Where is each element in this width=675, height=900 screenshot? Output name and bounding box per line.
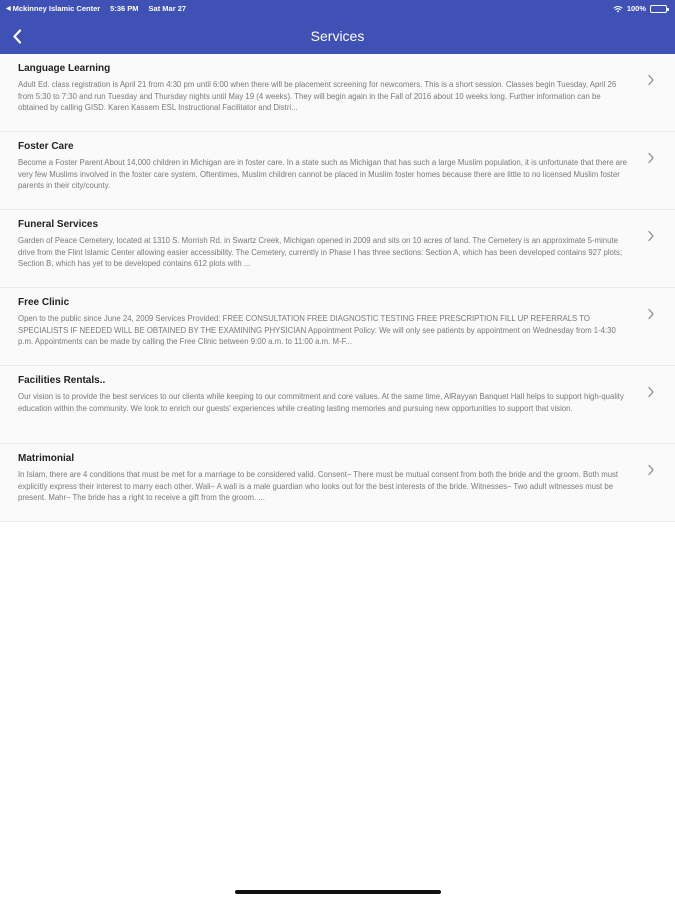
service-title: Language Learning <box>18 63 111 74</box>
battery-icon <box>650 5 667 13</box>
service-description: Garden of Peace Cemetery, located at 1310 S. Morrish Rd. in Swartz Creek, Michigan opened in 2009 and sits on 10 acres of land. The Cemetery is an approximate 5-minute drive from the Flint Islamic Center allowing easier accessibility. The Cemetery, currently in Phase I has three sections: Section A, which has been developed contains 927 plots; Section B, which has yet to be developed contains 612 plots with ... <box>18 236 623 269</box>
service-row-free-clinic[interactable] <box>0 288 675 366</box>
chevron-right-icon <box>647 152 655 164</box>
service-row-foster-care[interactable] <box>0 132 675 210</box>
service-row-facilities-rentals[interactable] <box>0 366 675 444</box>
home-indicator[interactable] <box>235 890 441 894</box>
service-description: Adult Ed. class registration is April 21 from 4:30 pm until 6:00 when there will be placement screening for newcomers. This is a short session. Classes begin Tuesday, April 26 from 5:30 to 7:30 and run Tuesday and Thursday nights until May 19 (4 weeks). They will begin again in the Fall of 2016 about 10 weeks long. Further information can be obtained by calling GISD. Karen Kassem ESL Instructional Facilitator and Distri... <box>18 80 617 113</box>
chevron-right-icon <box>647 308 655 320</box>
status-carrier[interactable]: Mckinney Islamic Center <box>12 4 101 13</box>
status-time: 5:36 PM <box>110 4 139 13</box>
status-right <box>613 4 667 13</box>
service-row-funeral-services[interactable] <box>0 210 675 288</box>
service-description: Become a Foster Parent About 14,000 children in Michigan are in foster care. In a state such as Michigan that has such a large Muslim population, it is unfortunate that there are very few Muslims involved in the foster care system. Oftentimes, Muslim children cannot be placed in Muslim foster homes because there are little to no licensed Muslim foster parents in their city/county. <box>18 158 627 191</box>
chevron-right-icon <box>647 74 655 86</box>
chevron-right-icon <box>647 230 655 242</box>
battery-percent: 100% <box>626 4 646 13</box>
service-description: In Islam, there are 4 conditions that must be met for a marriage to be considered valid. Consent– There must be mutual consent from both the bride and the groom. Both must explicitly express their interest to marry each other. Wali– A wali is a male guardian who looks out for the best interests of the bride. Witnesses– Two adult witnesses must be present. Mahr– The bride has a right to receive a gift from the groom. ... <box>18 470 619 503</box>
status-date: Sat Mar 27 <box>148 4 187 13</box>
services-list <box>0 54 675 522</box>
service-title: Foster Care <box>18 141 74 152</box>
service-title: Facilities Rentals.. <box>18 375 106 386</box>
page-title: Services <box>310 28 365 44</box>
service-row-language-learning[interactable] <box>0 54 675 132</box>
service-row-matrimonial[interactable] <box>0 444 675 522</box>
service-title: Matrimonial <box>18 453 75 464</box>
chevron-right-icon <box>647 464 655 476</box>
status-bar <box>0 0 675 18</box>
wifi-icon <box>613 5 623 13</box>
service-description: Our vision is to provide the best services to our clients while keeping to our commitment and core values. At the same time, AlRayyan Banquet Hall helps to support high-quality education within the community. We look to enrich our guests' experiences while creating lasting memories and pursuing new opportunities to support that vision. <box>18 392 624 413</box>
status-left <box>6 4 186 13</box>
service-title: Free Clinic <box>18 297 70 308</box>
navigation-bar <box>0 18 675 54</box>
header-bar <box>0 0 675 54</box>
service-description: Open to the public since June 24, 2009 Services Provided: FREE CONSULTATION FREE DIAGNOSTIC TESTING FREE PRESCRIPTION FILL UP REFERRALS TO SPECIALISTS IF NEEDED WILL BE OBTAINED BY THE EXAMINING PHYSICIAN Appointment Policy: We will only see patients by appointment on Wednesday from 1-4:30 p.m. Appointments can be made by calling the Free Clinic between 9:00 a.m. to 11:00 a.m. M-F... <box>18 314 616 347</box>
service-title: Funeral Services <box>18 219 99 230</box>
back-to-app-icon[interactable]: ◀ <box>6 6 11 12</box>
chevron-right-icon <box>647 386 655 398</box>
